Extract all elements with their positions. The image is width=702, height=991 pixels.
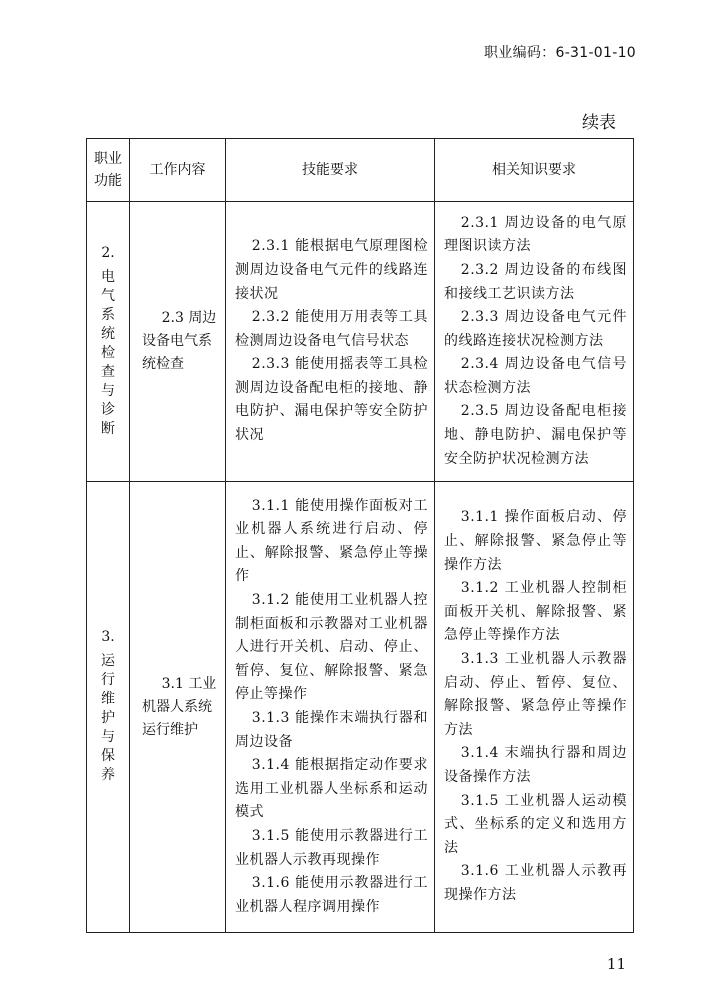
content-cell — [130, 482, 226, 933]
function-cell — [87, 482, 130, 933]
skill-item: 2.3.3 能使用摇表等工具检测周边设备配电柜的接地、静电防护、漏电保护等安全防护状况 — [235, 356, 428, 444]
knowledge-item: 3.1.5 工业机器人运动模式、坐标系的定义和选用方法 — [444, 792, 627, 856]
content-name: 周边设备电气系统检查 — [142, 310, 217, 372]
skill-item: 3.1.6 能使用示教器进行工业机器人程序调用操作 — [235, 875, 428, 915]
knowledge-item: 3.1.2 工业机器人控制柜面板开关机、解除报警、紧急停止等操作方法 — [444, 580, 627, 644]
skills-cell — [226, 482, 435, 933]
occupation-code: 职业编码：6-31-01-10 — [483, 45, 636, 61]
function-number: 2. — [101, 244, 115, 261]
content-cell — [130, 202, 226, 482]
header-function-label: 职业 功能 — [94, 151, 122, 189]
skill-item: 2.3.1 能根据电气原理图检测周边设备电气元件的线路连接状况 — [235, 238, 428, 302]
skill-item: 3.1.4 能根据指定动作要求选用工业机器人坐标系和运动模式 — [235, 757, 428, 821]
knowledge-item: 2.3.4 周边设备电气信号状态检测方法 — [444, 356, 627, 396]
skill-item: 2.3.2 能使用万用表等工具检测周边设备电气信号状态 — [235, 309, 428, 349]
knowledge-item: 2.3.1 周边设备的电气原理图识读方法 — [444, 214, 627, 255]
continued-label: 续表 — [582, 113, 616, 133]
skill-item: 3.1.2 能使用工业机器人控制柜面板和示教器对工业机器人进行开关机、启动、停止、暂停、复位、解除报警、紧急停止等操作 — [235, 592, 428, 703]
knowledge-item: 3.1.4 末端执行器和周边设备操作方法 — [444, 745, 627, 785]
function-cell — [87, 202, 130, 482]
content-number: 2.3 — [161, 310, 184, 326]
knowledge-item: 2.3.3 周边设备电气元件的线路连接状况检测方法 — [444, 309, 627, 349]
header-skills: 技能要求 — [226, 139, 435, 202]
skill-item: 3.1.5 能使用示教器进行工业机器人示教再现操作 — [235, 827, 428, 868]
page-number: 11 — [606, 955, 626, 973]
function-name: 电气系统检查与诊断 — [101, 268, 115, 437]
knowledge-item: 2.3.2 周边设备的布线图和接线工艺识读方法 — [444, 261, 627, 302]
knowledge-item: 3.1.3 工业机器人示教器启动、停止、暂停、复位、解除报警、紧急停止等操作方法 — [444, 651, 627, 738]
function-number: 3. — [101, 629, 115, 646]
knowledge-item: 3.1.6 工业机器人示教再现操作方法 — [444, 863, 627, 903]
content-name: 工业机器人系统运行维护 — [142, 675, 217, 738]
table-header-row — [87, 139, 634, 202]
knowledge-cell — [435, 202, 634, 482]
knowledge-item: 2.3.5 周边设备配电柜接地、静电防护、漏电保护等安全防护状况检测方法 — [444, 403, 627, 467]
table-row — [87, 482, 634, 933]
skills-table — [86, 138, 634, 933]
header-function — [87, 139, 130, 202]
header-content: 工作内容 — [130, 139, 226, 202]
skill-item: 3.1.3 能操作末端执行器和周边设备 — [235, 710, 428, 750]
header-knowledge: 相关知识要求 — [435, 139, 634, 202]
skill-item: 3.1.1 能使用操作面板对工业机器人系统进行启动、停止、解除报警、紧急停止等操作 — [235, 497, 428, 585]
knowledge-item: 3.1.1 操作面板启动、停止、解除报警、紧急停止等操作方法 — [444, 509, 627, 573]
function-name: 运行维护与保养 — [101, 653, 115, 783]
table-row — [87, 202, 634, 482]
skills-cell — [226, 202, 435, 482]
content-number: 3.1 — [161, 675, 184, 692]
knowledge-cell — [435, 482, 634, 933]
